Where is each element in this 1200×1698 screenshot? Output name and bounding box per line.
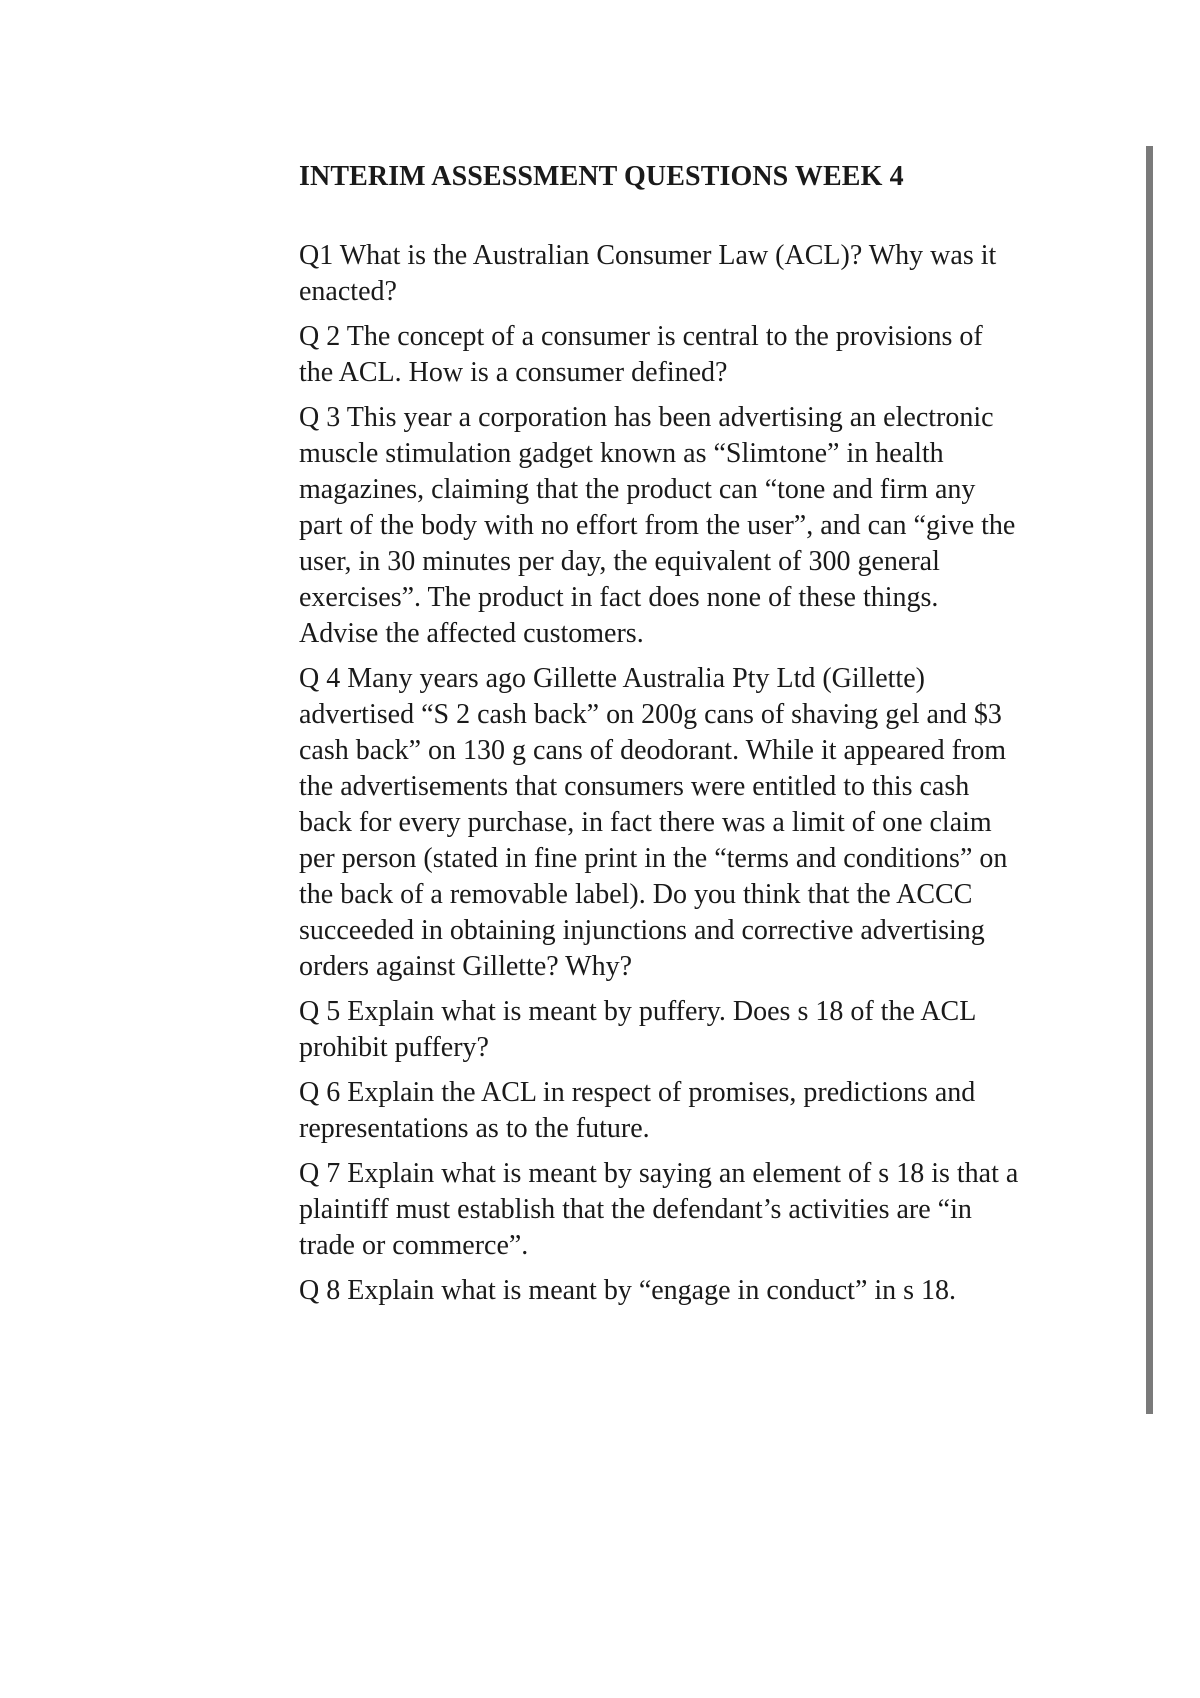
question-8: Q 8 Explain what is meant by “engage in conduct” in s 18. [299,1275,957,1306]
question-1: Q1 What is the Australian Consumer Law (ACL)? Why was it enacted? [299,240,997,307]
question-3: Q 3 This year a corporation has been advertising an electronic muscle stimulation gadget known as “Slimtone” in health magazines, claiming that the product can “tone and firm any part of the body with no effort from the user”, and can “give the user, in 30 minutes per day, the equivalent of 300 general exercises”. The product in fact does none of these things. Advise the affected customers. [299,402,1016,649]
question-5: Q 5 Explain what is meant by puffery. Does s 18 of the ACL prohibit puffery? [299,996,976,1063]
margin-bar [1146,146,1153,1414]
question-2: Q 2 The concept of a consumer is central to the provisions of the ACL. How is a consumer defined? [299,321,983,388]
document-content [299,160,1019,1318]
question-4: Q 4 Many years ago Gillette Australia Pty Ltd (Gillette) advertised “S 2 cash back” on 200g cans of shaving gel and $3 cash back” on 130 g cans of deodorant. While it appeared from the advertisements that consumers were entitled to this cash back for every purchase, in fact there was a limit of one claim per person (stated in fine print in the “terms and conditions” on the back of a removable label). Do you think that the ACCC succeeded in obtaining injunctions and corrective advertising orders against Gillette? Why? [299,663,1008,982]
question-7: Q 7 Explain what is meant by saying an element of s 18 is that a plaintiff must establish that the defendant’s activities are “in trade or commerce”. [299,1158,1019,1261]
page-title: INTERIM ASSESSMENT QUESTIONS WEEK 4 [299,161,904,192]
question-6: Q 6 Explain the ACL in respect of promises, predictions and representations as to the future. [299,1077,976,1144]
